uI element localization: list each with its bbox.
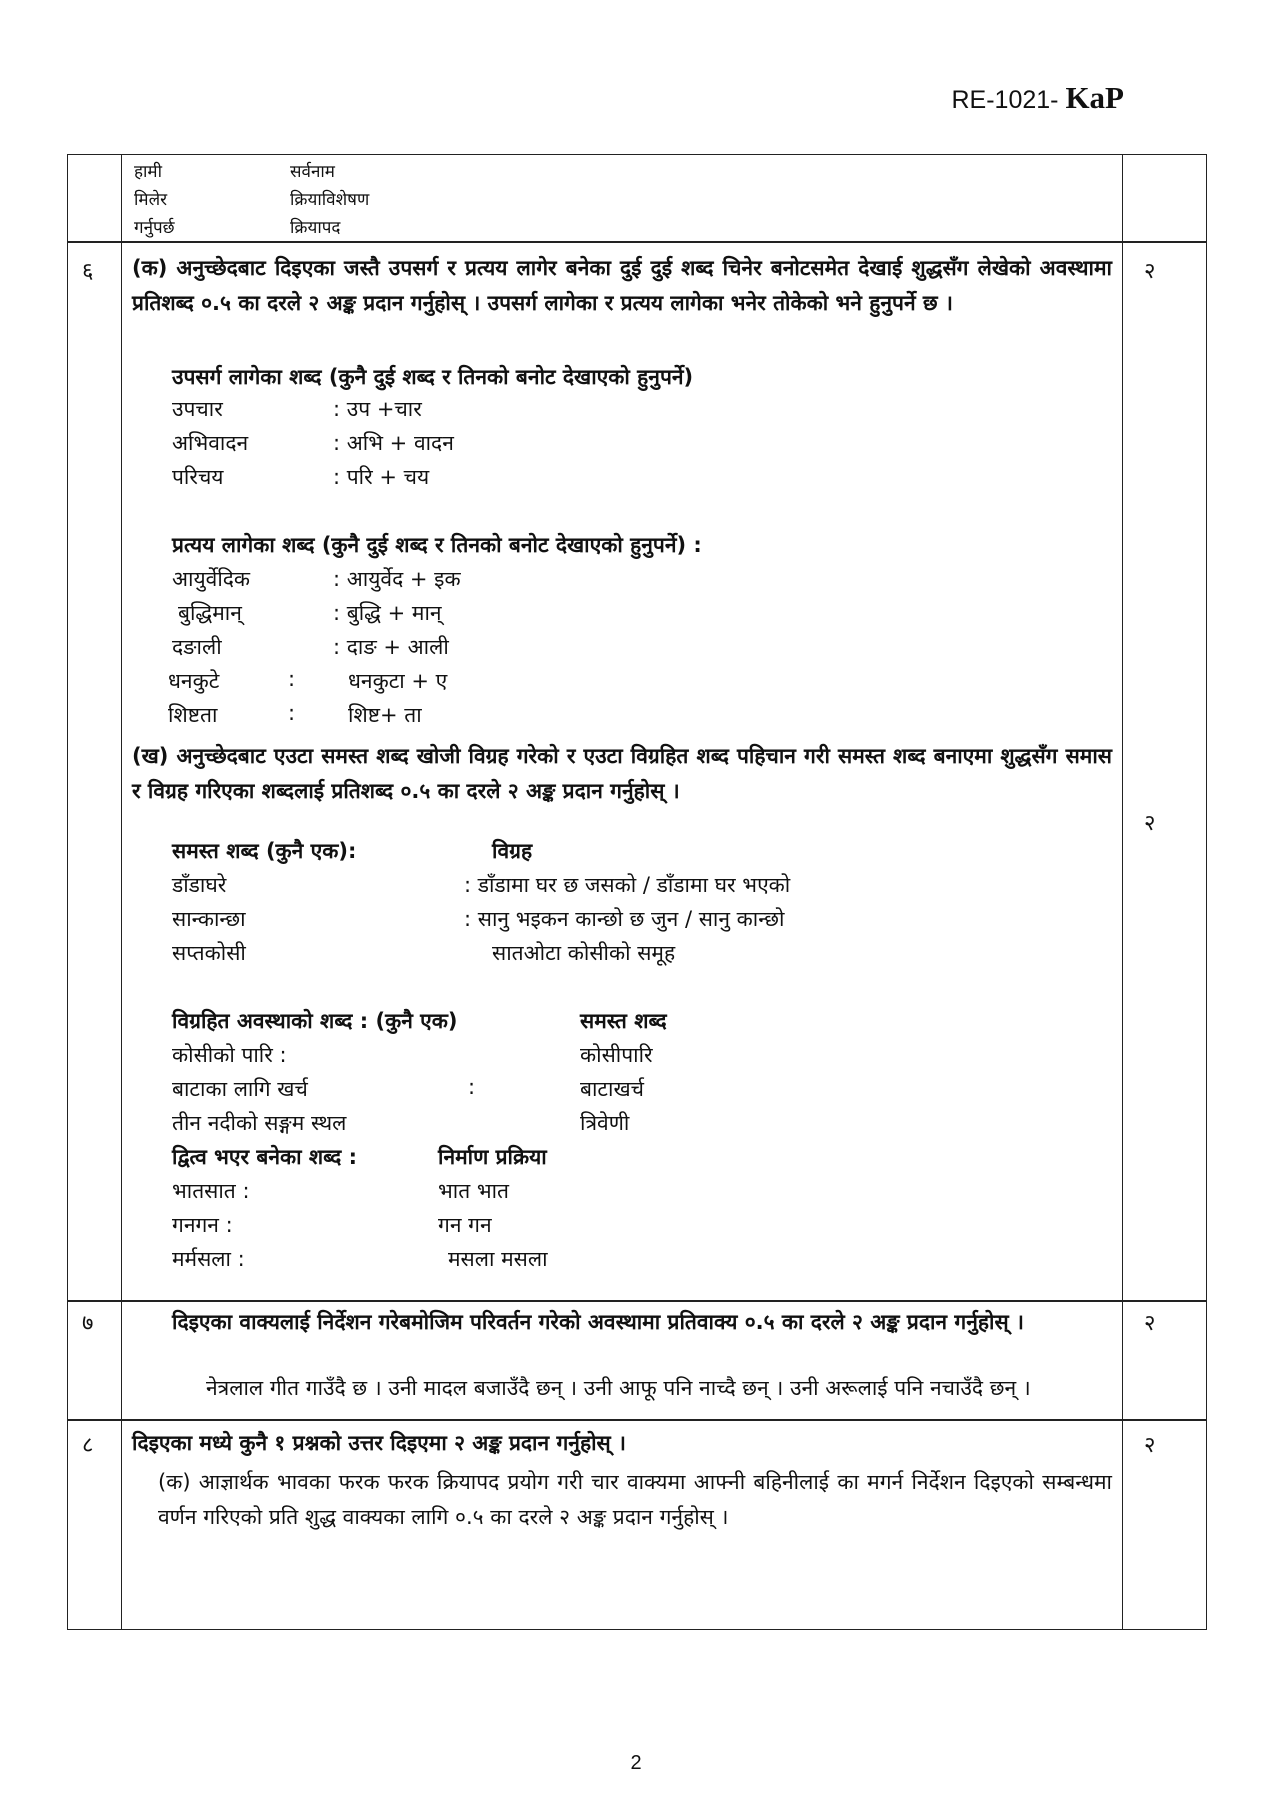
code-suffix: KaP [1065,80,1124,115]
vigrahita-word: कोसीको पारि : [172,1043,287,1067]
word-class: क्रियापद [290,218,341,238]
upasarga-formation: : अभि + वादन [333,431,454,455]
pratyaya-word: बुद्धिमान् [178,601,242,625]
upasarga-formation: : उप +चार [333,397,422,421]
word: मिलेर [134,190,168,210]
samasta-word: डाँडाघरे [172,873,227,897]
marks: २ [1144,1433,1156,1458]
upasarga-word: परिचय [172,465,224,489]
vigraha-text: : डाँडामा घर छ जसको / डाँडामा घर भएको [464,873,791,897]
word-class: क्रियाविशेषण [290,190,370,210]
dvitva-process: गन गन [438,1213,492,1237]
column-divider-left [121,155,122,1629]
marks: २ [1144,259,1156,284]
pratyaya-word: धनकुटे [168,669,220,693]
samasta-result: बाटाखर्च [580,1077,644,1101]
dvitva-word: गनगन : [172,1213,233,1237]
dvitva-heading: द्वित्व भएर बनेका शब्द : [172,1145,357,1169]
page-number: 2 [630,1752,642,1774]
colon: : [288,701,296,725]
vigrahita-word: तीन नदीको सङ्गम स्थल [172,1111,347,1135]
code-prefix: RE-1021- [951,86,1059,114]
samasta-result: त्रिवेणी [580,1111,630,1135]
word-class: सर्वनाम [290,162,335,182]
word: गर्नुपर्छ [134,218,175,238]
dvitva-word: मर्मसला : [172,1247,245,1271]
upasarga-formation: : परि + चय [333,465,430,489]
question-number: ६ [82,259,94,284]
marks: २ [1144,1311,1156,1336]
samasta-column-heading: समस्त शब्द [580,1009,667,1033]
pratyaya-formation: धनकुटा + ए [348,669,448,693]
option-ka: (क) आज्ञार्थक भावका फरक फरक क्रियापद प्रयोग गरी चार वाक्यमा आफ्नी बहिनीलाई का मगर्न निर्देशन दिइएको सम्बन्धमा वर्णन गरिएको प्रति शुद्ध वाक्यका लागि ०.५ का दरले २ अङ्क प्रदान गर्नुहोस् । [158,1470,1112,1529]
instruction-kha: (ख) अनुच्छेदबाट एउटा समस्त शब्द खोजी विग्रह गरेको र एउटा विग्रहित शब्द पहिचान गरी समस्त शब्द बनाएमा शुद्धसँग समास र विग्रह गरिएका शब्दलाई प्रतिशब्द ०.५ का दरले २ अङ्क प्रदान गर्नुहोस् । [132,744,1112,803]
vigraha-text: सातओटा कोसीको समूह [492,941,676,965]
dvitva-word: भातसात : [172,1179,250,1203]
pratyaya-formation: : दाङ + आली [333,635,449,659]
instruction-ka: (क) अनुच्छेदबाट दिइएका जस्तै उपसर्ग र प्रत्यय लागेर बनेका दुई दुई शब्द चिनेर बनोटसमेत देखाई शुद्धसँग लेखेको अवस्थामा प्रतिशब्द ०.५ का दरले २ अङ्क प्रदान गर्नुहोस् । उपसर्ग लागेका र प्रत्यय लागेका भनेर तोकेको भने हुनुपर्ने छ । [132,256,1112,315]
samasta-result: कोसीपारि [580,1043,653,1067]
samasta-heading: समस्त शब्द (कुनै एक): [172,839,357,863]
upasarga-word: उपचार [172,397,223,421]
marks: २ [1144,811,1156,836]
pratyaya-heading: प्रत्यय लागेका शब्द (कुनै दुई शब्द र तिनको बनोट देखाएको हुनुपर्ने) : [172,533,702,557]
row-divider [68,241,1206,243]
nirman-heading: निर्माण प्रक्रिया [438,1145,547,1169]
question-number: ७ [82,1311,94,1336]
row-divider [68,1419,1206,1421]
upasarga-heading: उपसर्ग लागेका शब्द (कुनै दुई शब्द र तिनको बनोट देखाएको हुनुपर्ने) [172,365,694,389]
instruction: दिइएका मध्ये कुनै १ प्रश्नको उत्तर दिइएमा २ अङ्क प्रदान गर्नुहोस् । [132,1431,626,1455]
samasta-word: सप्तकोसी [172,941,246,965]
samasta-word: सान्कान्छा [172,907,246,931]
dvitva-process: मसला मसला [448,1247,548,1271]
colon: : [288,667,296,691]
pratyaya-word: शिष्टता [168,703,218,727]
pratyaya-formation: शिष्ट+ ता [348,703,422,727]
word: हामी [134,162,162,182]
vigraha-heading: विग्रह [492,839,533,863]
row-divider [68,1300,1206,1302]
column-divider-right [1122,155,1123,1629]
question-number: ८ [82,1433,94,1458]
pratyaya-word: दङाली [172,635,222,659]
answer-text: नेत्रलाल गीत गाउँदै छ । उनी मादल बजाउँदै छन् । उनी आफू पनि नाच्दै छन् । उनी अरूलाई पनि नचाउँदै छन् । [206,1376,1031,1400]
pratyaya-word: आयुर्वेदिक [172,567,251,591]
pratyaya-formation: : आयुर्वेद + इक [333,567,461,591]
colon: : [468,1075,476,1099]
instruction: दिइएका वाक्यलाई निर्देशन गरेबमोजिम परिवर्तन गरेको अवस्थामा प्रतिवाक्य ०.५ का दरले २ अङ्क प्रदान गर्नुहोस् । [172,1310,1024,1334]
upasarga-word: अभिवादन [172,431,249,455]
page-code [951,80,1124,116]
pratyaya-formation: : बुद्धि + मान् [333,601,442,625]
vigraha-text: : सानु भइकन कान्छो छ जुन / सानु कान्छो [464,907,785,931]
dvitva-process: भात भात [438,1179,510,1203]
vigrahita-word: बाटाका लागि खर्च [172,1077,308,1101]
vigrahita-heading: विग्रहित अवस्थाको शब्द : (कुनै एक) [172,1009,458,1033]
answer-table [67,154,1207,1630]
